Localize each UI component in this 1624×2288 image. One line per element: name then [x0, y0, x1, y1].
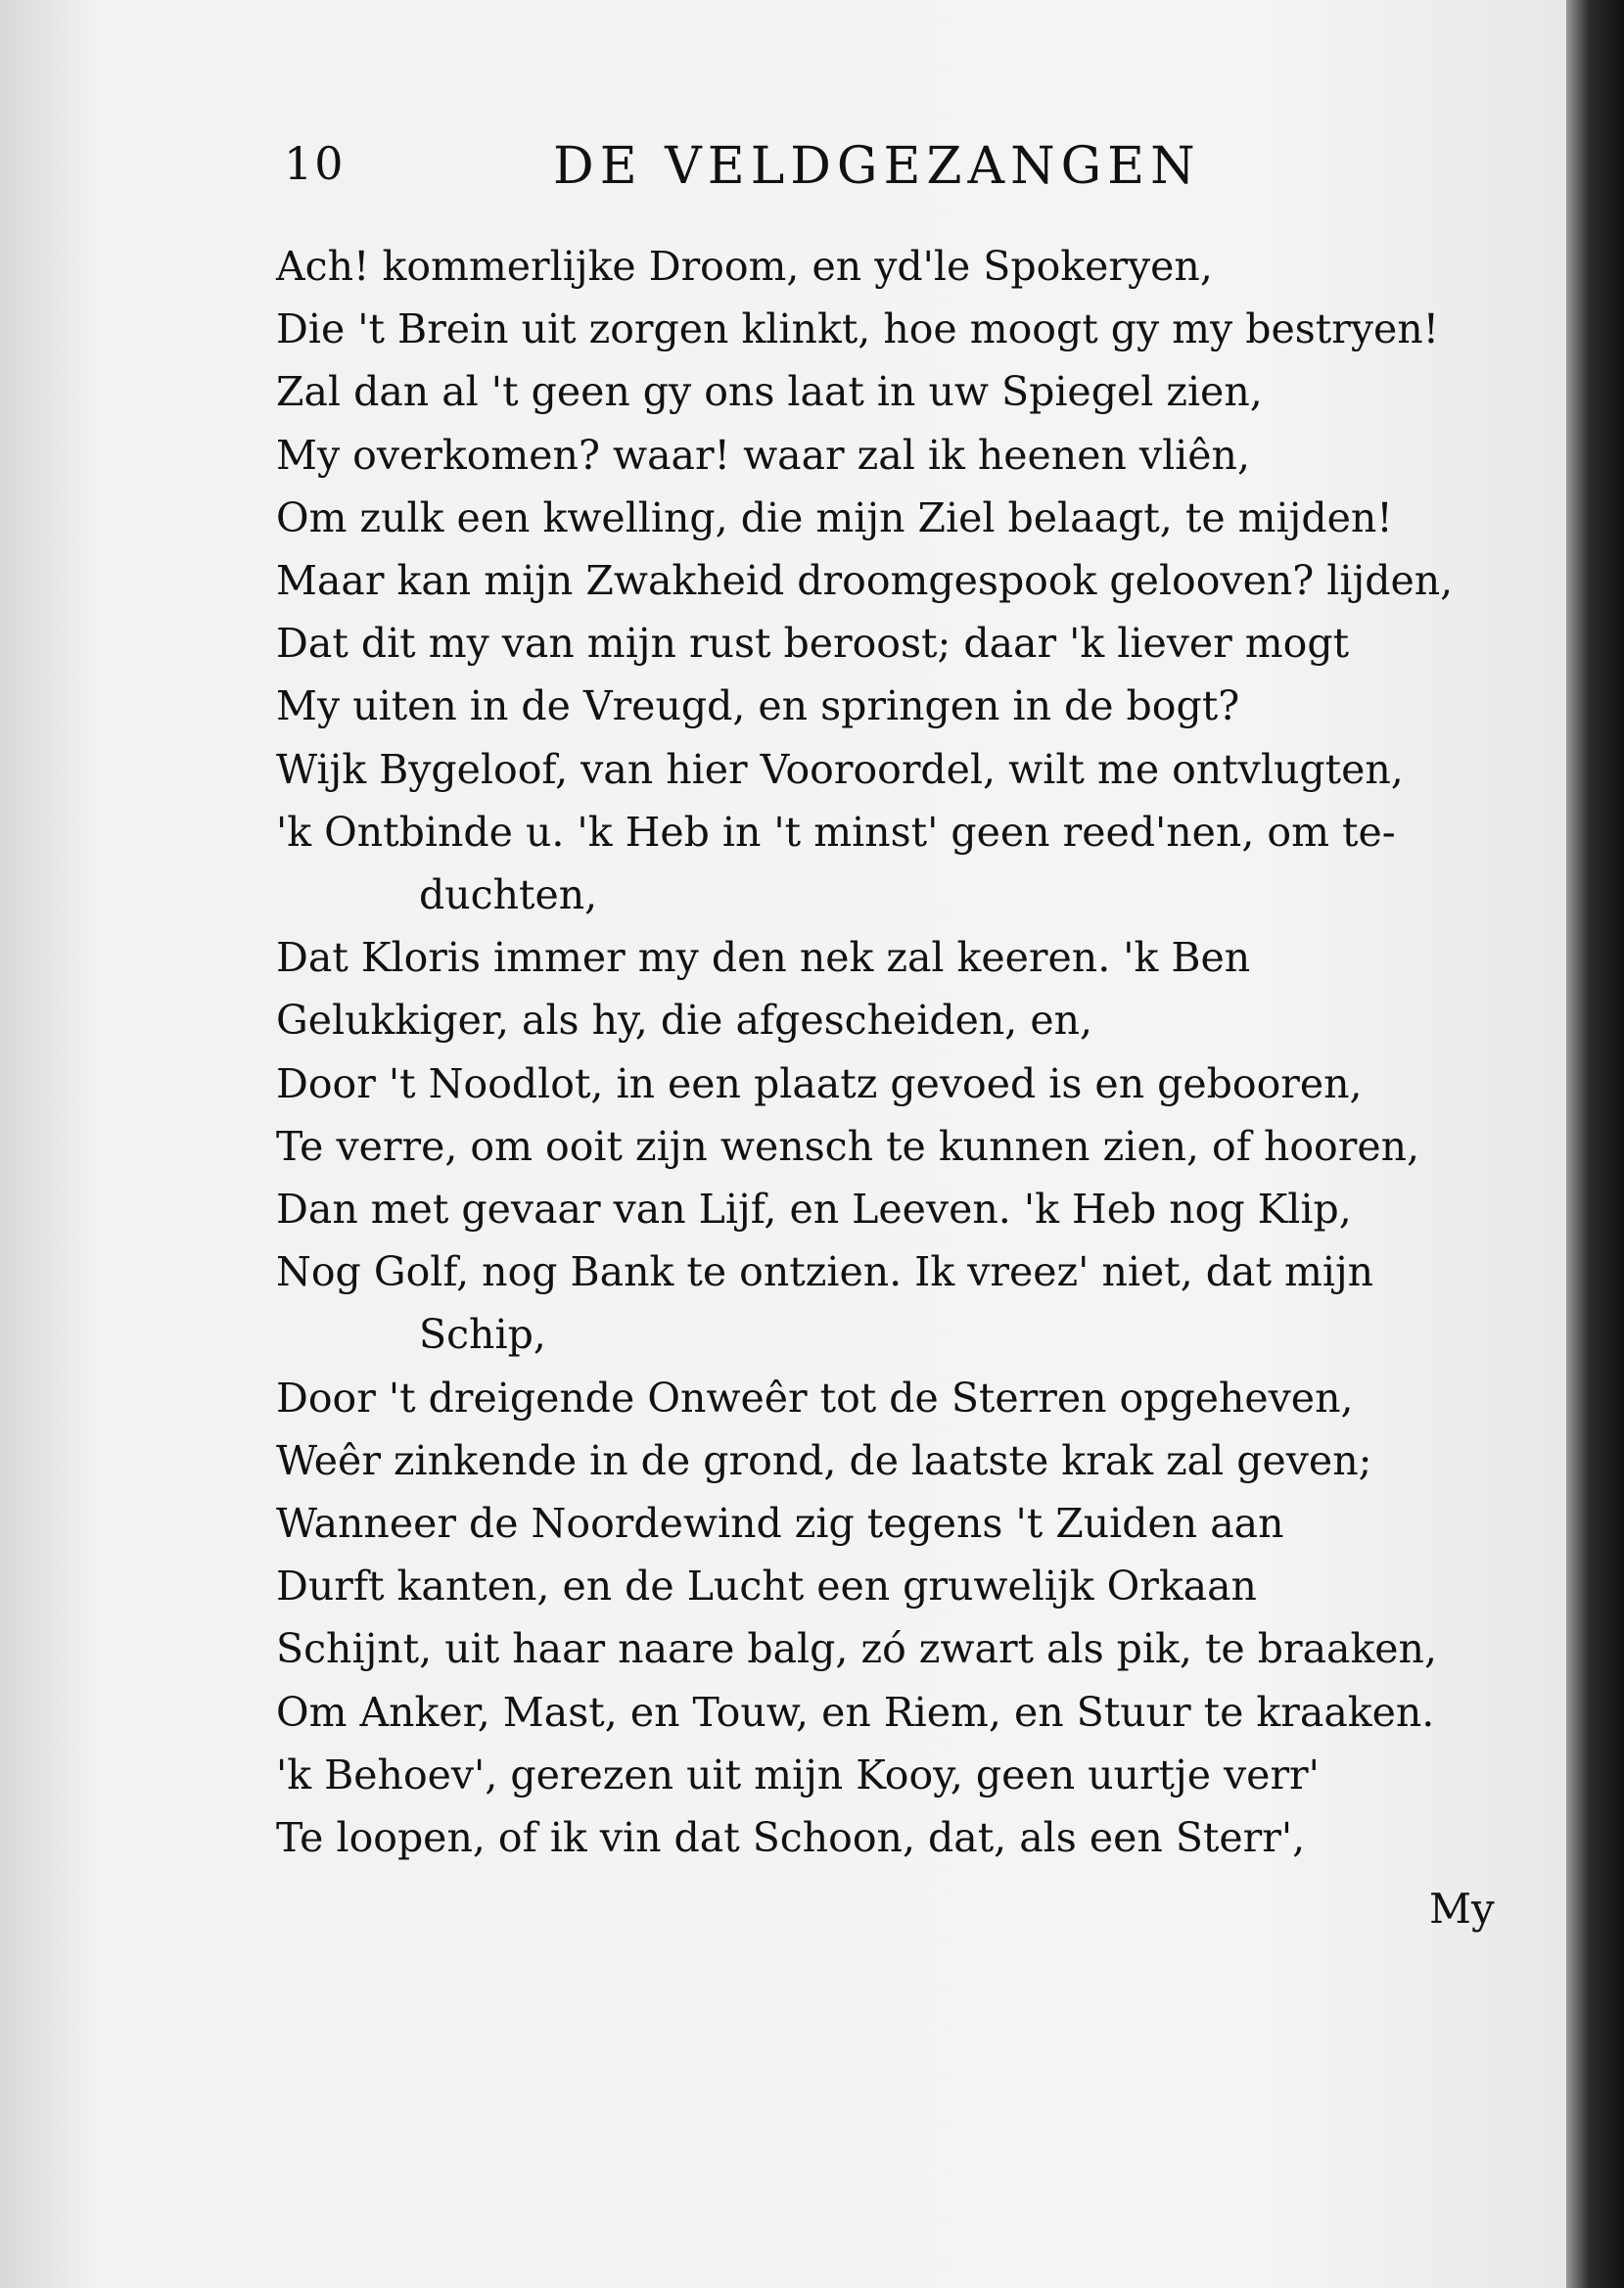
poem-line: Te verre, om ooit zijn wensch te kunnen zien, of hooren, [276, 1122, 1420, 1170]
poem-line: Die 't Brein uit zorgen klinkt, hoe moogt gy my bestryen! [276, 305, 1440, 353]
poem-line: Durft kanten, en de Lucht een gruwelijk Orkaan [276, 1563, 1257, 1611]
poem-line: Wijk Bygeloof, van hier Vooroordel, wilt me ontvlugten, [276, 745, 1404, 793]
poem-line: Dat dit my van mijn rust beroost; daar 'k liever mogt [276, 620, 1350, 668]
poem-line: Nog Golf, nog Bank te ontzien. Ik vreez' niet, dat mijn [276, 1248, 1374, 1296]
poem-line: Door 't Noodlot, in een plaatz gevoed is en gebooren, [276, 1059, 1363, 1107]
running-title: DE VELDGEZANGEN [553, 137, 1201, 196]
poem-line: Om Anker, Mast, en Touw, en Riem, en Stuur te kraaken. [276, 1688, 1435, 1736]
poem-text [276, 235, 1519, 1869]
poem-line: My uiten in de Vreugd, en springen in de bogt? [276, 682, 1240, 730]
poem-line: My overkomen? waar! waar zal ik heenen vliên, [276, 431, 1250, 479]
poem-line: 'k Behoev', gerezen uit mijn Kooy, geen uurtje verr' [276, 1751, 1320, 1798]
poem-line: Om zulk een kwelling, die mijn Ziel belaagt, te mijden! [276, 493, 1393, 541]
poem-line-continuation: duchten, [419, 871, 598, 919]
poem-line: Door 't dreigende Onweêr tot de Sterren opgeheven, [276, 1374, 1354, 1422]
catchword: My [1429, 1885, 1495, 1933]
poem-line: Gelukkiger, als hy, die afgescheiden, en, [276, 997, 1093, 1045]
page-number: 10 [284, 137, 346, 190]
poem-line: Te loopen, of ik vin dat Schoon, dat, als een Sterr', [276, 1814, 1306, 1862]
poem-line: Dan met gevaar van Lijf, en Leeven. 'k Heb nog Klip, [276, 1186, 1352, 1234]
poem-line: Maar kan mijn Zwakheid droomgespook gelooven? lijden, [276, 557, 1454, 605]
poem-line: Schijnt, uit haar naare balg, zó zwart als pik, te braaken, [276, 1625, 1437, 1673]
poem-line: 'k Ontbinde u. 'k Heb in 't minst' geen reed'nen, om te- [276, 808, 1396, 856]
page-edge-shadow [1566, 0, 1624, 2288]
poem-line: Dat Kloris immer my den nek zal keeren. 'k Ben [276, 934, 1251, 982]
poem-line-continuation: Schip, [419, 1311, 546, 1359]
poem-line: Weêr zinkende in de grond, de laatste krak zal geven; [276, 1436, 1372, 1484]
page-header [284, 137, 1341, 206]
poem-line: Zal dan al 't geen gy ons laat in uw Spiegel zien, [276, 368, 1263, 416]
poem-line: Ach! kommerlijke Droom, en yd'le Spokeryen, [276, 243, 1213, 290]
poem-line: Wanneer de Noordewind zig tegens 't Zuiden aan [276, 1500, 1284, 1548]
